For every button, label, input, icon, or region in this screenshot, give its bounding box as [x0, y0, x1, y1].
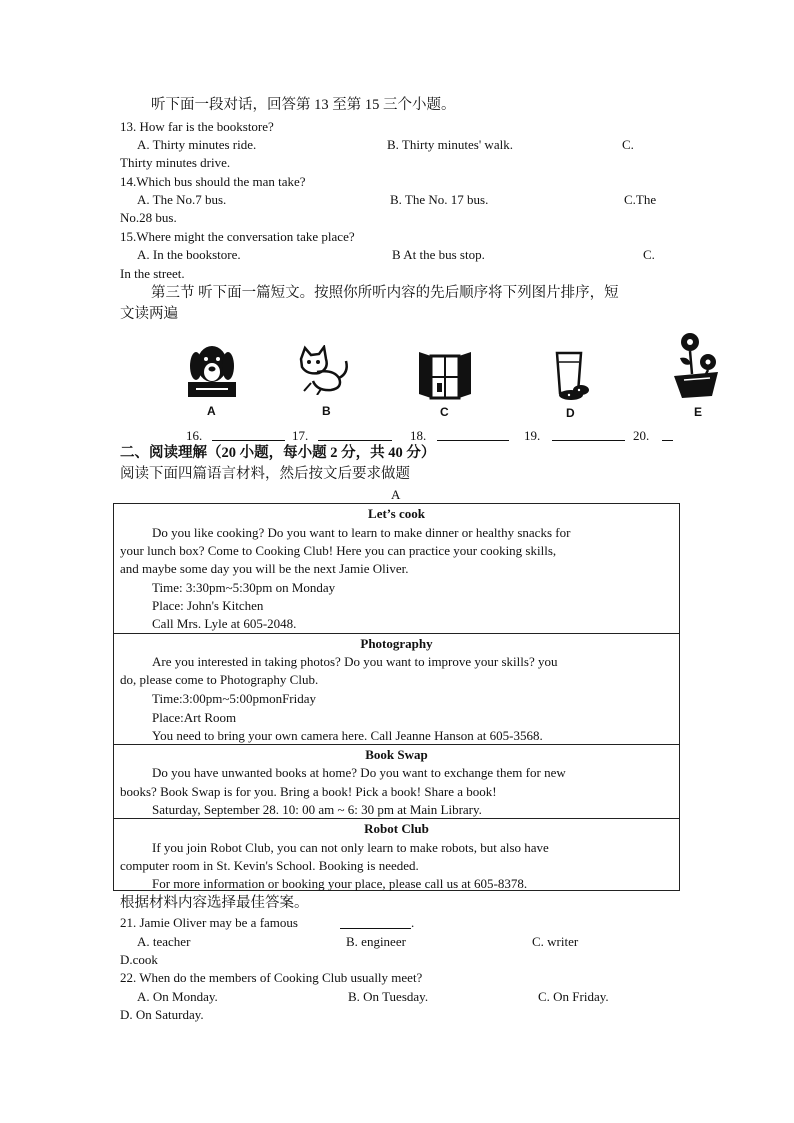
club-line: If you join Robot Club, you can not only learn to make robots, but also have — [152, 840, 549, 855]
question-21-stem: 21. Jamie Oliver may be a famous — [120, 915, 298, 930]
club-line: Are you interested in taking photos? Do you want to improve your skills? you — [152, 654, 558, 669]
blank-20-line[interactable] — [662, 440, 673, 441]
question-13-option-c-tail: Thirty minutes drive. — [120, 155, 231, 170]
club-line: computer room in St. Kevin's School. Booking is needed. — [120, 858, 419, 873]
flower-pot-icon — [672, 332, 722, 400]
glass-cookies-icon — [551, 349, 591, 405]
picture-label-c: C — [440, 405, 449, 419]
question-21-period: . — [411, 915, 415, 930]
club-line: and maybe some day you will be the next Jamie Oliver. — [120, 561, 409, 576]
club-title-robot: Robot Club — [364, 821, 429, 836]
picture-label-e: E — [694, 405, 703, 419]
question-22-option-d: D. On Saturday. — [120, 1007, 204, 1022]
club-line: do, please come to Photography Club. — [120, 672, 319, 687]
question-22-option-c: C. On Friday. — [538, 989, 609, 1004]
window-icon — [416, 350, 474, 402]
club-line: Saturday, September 28. 10: 00 am ~ 6: 30 pm at Main Library. — [152, 802, 482, 817]
question-21-blank[interactable] — [340, 928, 411, 929]
clubs-table — [113, 503, 680, 891]
blank-19-line[interactable] — [552, 440, 625, 441]
club-line: Place: John's Kitchen — [152, 598, 264, 613]
club-line: For more information or booking your place, please call us at 605-8378. — [152, 876, 528, 891]
club-line: Time: 3:30pm~5:30pm on Monday — [152, 580, 336, 595]
question-21-option-a: A. teacher — [137, 934, 191, 949]
blank-20-number: 20. — [633, 428, 650, 443]
section-3-instruction-line2: 文读两遍 — [120, 306, 178, 322]
question-21-option-d: D.cook — [120, 952, 158, 967]
question-15-option-b: B At the bus stop. — [392, 247, 485, 262]
blank-16-number: 16. — [186, 428, 203, 443]
club-line: Call Mrs. Lyle at 605-2048. — [152, 616, 297, 631]
question-13-option-b: B. Thirty minutes' walk. — [387, 137, 513, 152]
dog-icon — [184, 342, 240, 402]
question-15-stem: 15.Where might the conversation take place? — [120, 229, 355, 244]
club-line: your lunch box? Come to Cooking Club! Here you can practice your cooking skills, — [120, 543, 557, 558]
question-13-option-c-head: C. — [622, 137, 634, 152]
question-15-option-c-head: C. — [643, 247, 655, 262]
blank-17-number: 17. — [292, 428, 309, 443]
club-title-cooking: Let’s cook — [368, 506, 425, 521]
club-divider — [114, 633, 679, 634]
question-22-stem: 22. When do the members of Cooking Club usually meet? — [120, 970, 423, 985]
instruction-13-15: 听下面一段对话，回答第 13 至第 15 三个小题。 — [151, 97, 456, 113]
choose-instruction: 根据材料内容选择最佳答案。 — [120, 895, 309, 911]
club-divider — [114, 744, 679, 745]
passage-label: A — [391, 487, 401, 502]
club-line: Place:Art Room — [152, 710, 237, 725]
club-title-photography: Photography — [360, 636, 433, 651]
club-line: Time:3:00pm~5:00pmonFriday — [152, 691, 317, 706]
club-divider — [114, 818, 679, 819]
question-14-option-c-tail: No.28 bus. — [120, 210, 177, 225]
blank-18-number: 18. — [410, 428, 427, 443]
question-14-option-a: A. The No.7 bus. — [137, 192, 227, 207]
cat-icon — [293, 345, 351, 395]
question-13-option-a: A. Thirty minutes ride. — [137, 137, 257, 152]
club-line: You need to bring your own camera here. Call Jeanne Hanson at 605-3568. — [152, 728, 543, 743]
section-3-instruction-line1: 第三节 听下面一篇短文。按照你所听内容的先后顺序将下列图片排序，短 — [151, 285, 619, 301]
reading-instruction: 阅读下面四篇语言材料，然后按文后要求做题 — [120, 466, 410, 482]
question-14-stem: 14.Which bus should the man take? — [120, 174, 306, 189]
picture-label-d: D — [566, 406, 575, 420]
question-15-option-c-tail: In the street. — [120, 266, 185, 281]
club-line: books? Book Swap is for you. Bring a book! Pick a book! Share a book! — [120, 784, 497, 799]
club-line: Do you have unwanted books at home? Do you want to exchange them for new — [152, 765, 566, 780]
club-title-book-swap: Book Swap — [365, 747, 428, 762]
reading-section-heading: 二、阅读理解（20 小题，每小题 2 分，共 40 分） — [120, 445, 436, 461]
picture-label-b: B — [322, 404, 331, 418]
blank-16-line[interactable] — [212, 440, 285, 441]
picture-label-a: A — [207, 404, 216, 418]
question-14-option-b: B. The No. 17 bus. — [390, 192, 489, 207]
question-14-option-c-head: C.The — [624, 192, 657, 207]
question-13-stem: 13. How far is the bookstore? — [120, 119, 274, 134]
question-22-option-a: A. On Monday. — [137, 989, 218, 1004]
club-line: Do you like cooking? Do you want to learn to make dinner or healthy snacks for — [152, 525, 571, 540]
question-22-option-b: B. On Tuesday. — [348, 989, 429, 1004]
question-21-option-c: C. writer — [532, 934, 579, 949]
blank-19-number: 19. — [524, 428, 541, 443]
question-21-option-b: B. engineer — [346, 934, 406, 949]
question-15-option-a: A. In the bookstore. — [137, 247, 241, 262]
blank-17-line[interactable] — [318, 440, 392, 441]
blank-18-line[interactable] — [437, 440, 509, 441]
